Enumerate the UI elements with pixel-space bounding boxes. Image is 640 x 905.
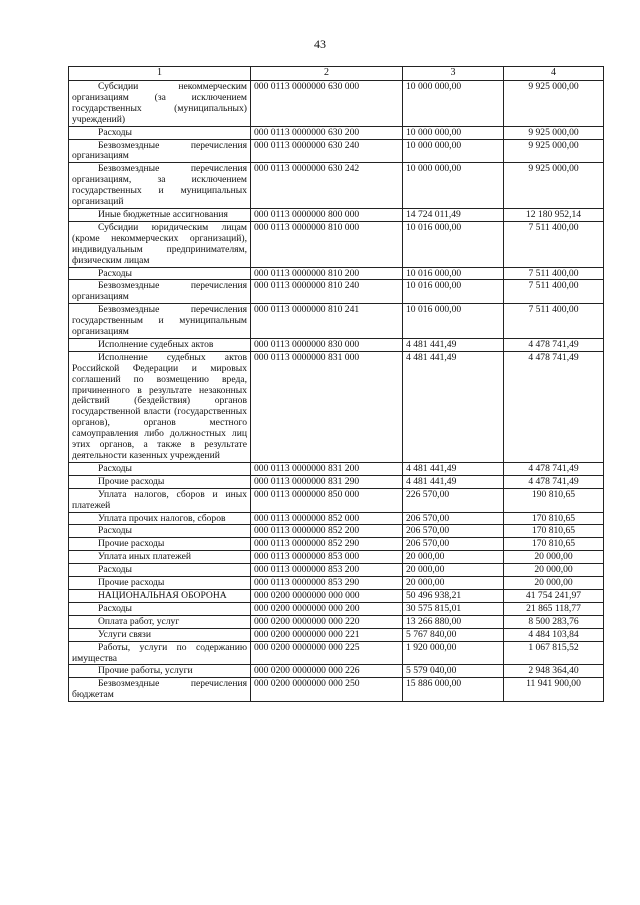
row-plan-amount-cell: 5 579 040,00 xyxy=(403,665,504,678)
row-name-cell: Прочие расходы xyxy=(69,538,251,551)
row-plan-amount-cell: 20 000,00 xyxy=(403,551,504,564)
row-plan-amount-cell: 50 496 938,21 xyxy=(403,589,504,602)
table-row xyxy=(69,525,604,538)
row-plan-amount-cell: 15 886 000,00 xyxy=(403,678,504,702)
row-name-cell: Прочие расходы xyxy=(69,577,251,590)
table-row xyxy=(69,280,604,304)
row-code-cell: 000 0113 0000000 852 290 xyxy=(251,538,403,551)
row-name-cell: Безвозмездные перечисления организациям xyxy=(69,139,251,163)
row-fact-amount-cell: 1 067 815,52 xyxy=(504,641,604,665)
table-row xyxy=(69,208,604,221)
row-code-cell: 000 0113 0000000 630 240 xyxy=(251,139,403,163)
row-name-cell: Расходы xyxy=(69,462,251,475)
row-fact-amount-cell: 20 000,00 xyxy=(504,564,604,577)
row-name-cell: Субсидии юридическим лицам (кроме некоммерческих организаций), индивидуальным предпринимателям, физическим лицам xyxy=(69,221,251,267)
row-name-cell: Расходы xyxy=(69,525,251,538)
row-code-cell: 000 0200 0000000 000 225 xyxy=(251,641,403,665)
table-row xyxy=(69,512,604,525)
header-col-4: 4 xyxy=(504,67,604,81)
row-code-cell: 000 0113 0000000 810 240 xyxy=(251,280,403,304)
table-header-row xyxy=(69,67,604,81)
row-plan-amount-cell: 10 000 000,00 xyxy=(403,126,504,139)
row-code-cell: 000 0113 0000000 630 000 xyxy=(251,81,403,127)
table-row xyxy=(69,577,604,590)
row-plan-amount-cell: 10 000 000,00 xyxy=(403,163,504,209)
row-fact-amount-cell: 8 500 283,76 xyxy=(504,615,604,628)
table-row xyxy=(69,641,604,665)
row-plan-amount-cell: 10 016 000,00 xyxy=(403,267,504,280)
row-fact-amount-cell: 7 511 400,00 xyxy=(504,280,604,304)
row-fact-amount-cell: 4 478 741,49 xyxy=(504,475,604,488)
row-fact-amount-cell: 12 180 952,14 xyxy=(504,208,604,221)
row-code-cell: 000 0113 0000000 630 200 xyxy=(251,126,403,139)
table-row xyxy=(69,602,604,615)
row-plan-amount-cell: 4 481 441,49 xyxy=(403,351,504,462)
row-plan-amount-cell: 4 481 441,49 xyxy=(403,338,504,351)
row-fact-amount-cell: 20 000,00 xyxy=(504,577,604,590)
row-code-cell: 000 0113 0000000 852 200 xyxy=(251,525,403,538)
header-col-1: 1 xyxy=(69,67,251,81)
row-name-cell: Иные бюджетные ассигнования xyxy=(69,208,251,221)
row-plan-amount-cell: 10 016 000,00 xyxy=(403,304,504,339)
table-row xyxy=(69,538,604,551)
row-fact-amount-cell: 7 511 400,00 xyxy=(504,221,604,267)
row-name-cell: Оплата работ, услуг xyxy=(69,615,251,628)
row-code-cell: 000 0113 0000000 852 000 xyxy=(251,512,403,525)
row-name-cell: Расходы xyxy=(69,602,251,615)
table-row xyxy=(69,221,604,267)
row-plan-amount-cell: 5 767 840,00 xyxy=(403,628,504,641)
row-name-cell: Безвозмездные перечисления бюджетам xyxy=(69,678,251,702)
table-row xyxy=(69,163,604,209)
page-number: 43 xyxy=(314,37,326,51)
row-name-cell: Уплата налогов, сборов и иных платежей xyxy=(69,488,251,512)
table-row xyxy=(69,267,604,280)
row-code-cell: 000 0113 0000000 630 242 xyxy=(251,163,403,209)
row-plan-amount-cell: 4 481 441,49 xyxy=(403,462,504,475)
row-plan-amount-cell: 206 570,00 xyxy=(403,512,504,525)
table-row xyxy=(69,351,604,462)
row-plan-amount-cell: 30 575 815,01 xyxy=(403,602,504,615)
table-row xyxy=(69,628,604,641)
row-plan-amount-cell: 10 016 000,00 xyxy=(403,221,504,267)
row-code-cell: 000 0113 0000000 810 200 xyxy=(251,267,403,280)
row-name-cell: Прочие работы, услуги xyxy=(69,665,251,678)
row-plan-amount-cell: 10 000 000,00 xyxy=(403,139,504,163)
row-code-cell: 000 0113 0000000 831 200 xyxy=(251,462,403,475)
row-plan-amount-cell: 4 481 441,49 xyxy=(403,475,504,488)
table-row xyxy=(69,304,604,339)
row-code-cell: 000 0113 0000000 853 290 xyxy=(251,577,403,590)
row-fact-amount-cell: 4 478 741,49 xyxy=(504,338,604,351)
row-name-cell: Субсидии некоммерческим организациям (за исключением государственных (муниципальных) учреждений) xyxy=(69,81,251,127)
table-row xyxy=(69,564,604,577)
row-code-cell: 000 0113 0000000 831 290 xyxy=(251,475,403,488)
table-row xyxy=(69,126,604,139)
row-plan-amount-cell: 20 000,00 xyxy=(403,577,504,590)
row-code-cell: 000 0113 0000000 853 000 xyxy=(251,551,403,564)
row-fact-amount-cell: 9 925 000,00 xyxy=(504,126,604,139)
row-code-cell: 000 0113 0000000 810 000 xyxy=(251,221,403,267)
table-row xyxy=(69,615,604,628)
row-fact-amount-cell: 41 754 241,97 xyxy=(504,589,604,602)
row-name-cell: Уплата иных платежей xyxy=(69,551,251,564)
row-fact-amount-cell: 4 484 103,84 xyxy=(504,628,604,641)
row-plan-amount-cell: 206 570,00 xyxy=(403,538,504,551)
row-code-cell: 000 0113 0000000 831 000 xyxy=(251,351,403,462)
row-name-cell: Расходы xyxy=(69,267,251,280)
row-fact-amount-cell: 2 948 364,40 xyxy=(504,665,604,678)
row-name-cell: Безвозмездные перечисления организациям xyxy=(69,280,251,304)
row-fact-amount-cell: 20 000,00 xyxy=(504,551,604,564)
budget-table xyxy=(68,66,604,702)
table-row xyxy=(69,665,604,678)
row-fact-amount-cell: 4 478 741,49 xyxy=(504,462,604,475)
row-code-cell: 000 0113 0000000 800 000 xyxy=(251,208,403,221)
row-fact-amount-cell: 170 810,65 xyxy=(504,525,604,538)
table-row xyxy=(69,338,604,351)
row-code-cell: 000 0113 0000000 830 000 xyxy=(251,338,403,351)
row-code-cell: 000 0200 0000000 000 221 xyxy=(251,628,403,641)
row-name-cell: Уплата прочих налогов, сборов xyxy=(69,512,251,525)
row-code-cell: 000 0200 0000000 000 220 xyxy=(251,615,403,628)
table-row xyxy=(69,475,604,488)
row-fact-amount-cell: 9 925 000,00 xyxy=(504,163,604,209)
row-plan-amount-cell: 13 266 880,00 xyxy=(403,615,504,628)
row-plan-amount-cell: 206 570,00 xyxy=(403,525,504,538)
row-code-cell: 000 0113 0000000 853 200 xyxy=(251,564,403,577)
row-plan-amount-cell: 1 920 000,00 xyxy=(403,641,504,665)
row-name-cell: Прочие расходы xyxy=(69,475,251,488)
row-fact-amount-cell: 170 810,65 xyxy=(504,538,604,551)
row-plan-amount-cell: 10 000 000,00 xyxy=(403,81,504,127)
row-name-cell: Расходы xyxy=(69,126,251,139)
row-code-cell: 000 0200 0000000 000 000 xyxy=(251,589,403,602)
row-name-cell: Исполнение судебных актов Российской Федерации и мировых соглашений по возмещению вреда, причиненного в результате незаконных действий (бездействия) органов государственной власти (государственных органов), органов местного самоуправления либо должностных лиц этих органов, а также в результате деятельности казенных учреждений xyxy=(69,351,251,462)
row-plan-amount-cell: 20 000,00 xyxy=(403,564,504,577)
table-row xyxy=(69,678,604,702)
row-code-cell: 000 0113 0000000 850 000 xyxy=(251,488,403,512)
table-row xyxy=(69,462,604,475)
row-code-cell: 000 0113 0000000 810 241 xyxy=(251,304,403,339)
row-plan-amount-cell: 10 016 000,00 xyxy=(403,280,504,304)
row-code-cell: 000 0200 0000000 000 226 xyxy=(251,665,403,678)
row-fact-amount-cell: 21 865 118,77 xyxy=(504,602,604,615)
row-fact-amount-cell: 190 810,65 xyxy=(504,488,604,512)
row-plan-amount-cell: 226 570,00 xyxy=(403,488,504,512)
row-code-cell: 000 0200 0000000 000 250 xyxy=(251,678,403,702)
row-fact-amount-cell: 11 941 900,00 xyxy=(504,678,604,702)
row-fact-amount-cell: 9 925 000,00 xyxy=(504,139,604,163)
row-fact-amount-cell: 7 511 400,00 xyxy=(504,267,604,280)
row-name-cell: Безвозмездные перечисления организациям, за исключением государственных и муниципальных организаций xyxy=(69,163,251,209)
table-row xyxy=(69,589,604,602)
row-name-cell: Услуги связи xyxy=(69,628,251,641)
row-name-cell: Исполнение судебных актов xyxy=(69,338,251,351)
row-code-cell: 000 0200 0000000 000 200 xyxy=(251,602,403,615)
table-row xyxy=(69,81,604,127)
row-name-cell: Расходы xyxy=(69,564,251,577)
row-fact-amount-cell: 9 925 000,00 xyxy=(504,81,604,127)
header-col-2: 2 xyxy=(251,67,403,81)
row-name-cell: НАЦИОНАЛЬНАЯ ОБОРОНА xyxy=(69,589,251,602)
row-name-cell: Работы, услуги по содержанию имущества xyxy=(69,641,251,665)
table-body xyxy=(69,81,604,702)
table-row xyxy=(69,551,604,564)
row-plan-amount-cell: 14 724 011,49 xyxy=(403,208,504,221)
row-name-cell: Безвозмездные перечисления государственным и муниципальным организациям xyxy=(69,304,251,339)
row-fact-amount-cell: 7 511 400,00 xyxy=(504,304,604,339)
header-col-3: 3 xyxy=(403,67,504,81)
table-row xyxy=(69,139,604,163)
row-fact-amount-cell: 170 810,65 xyxy=(504,512,604,525)
row-fact-amount-cell: 4 478 741,49 xyxy=(504,351,604,462)
table-row xyxy=(69,488,604,512)
